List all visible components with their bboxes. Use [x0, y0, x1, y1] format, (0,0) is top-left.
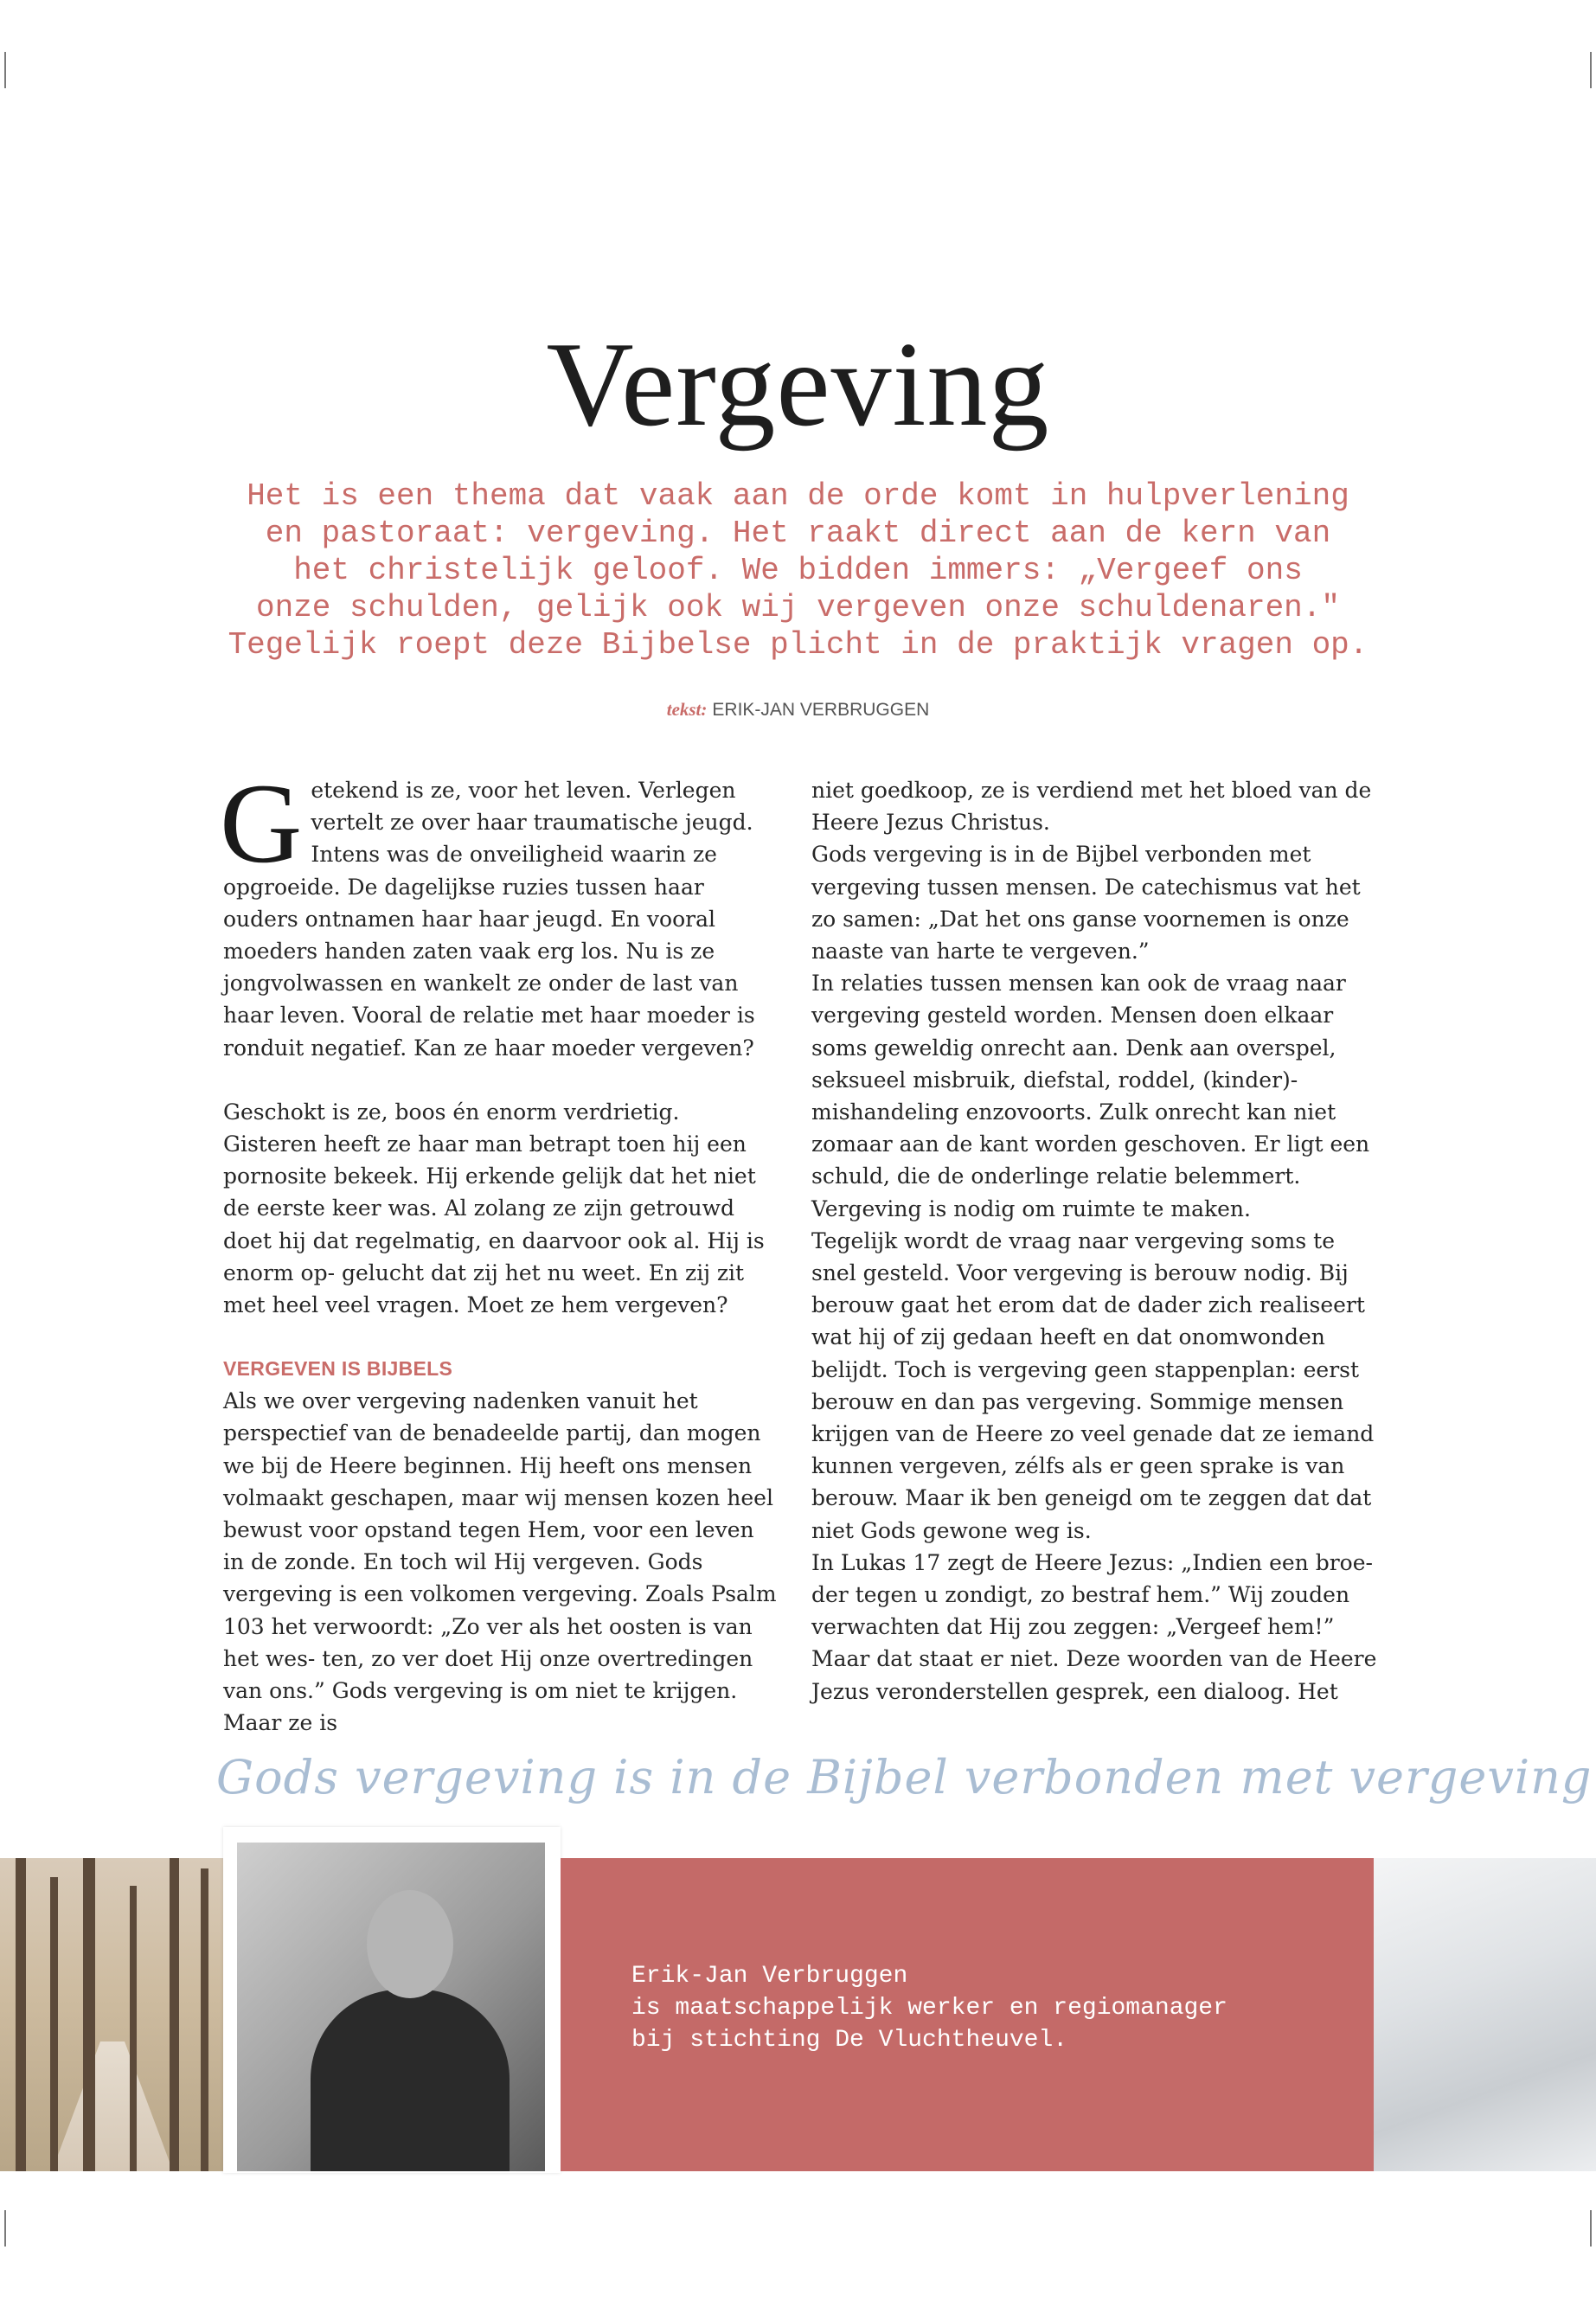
article-paragraph [220, 760, 777, 1064]
drop-cap: G [220, 760, 303, 887]
article-column-right [811, 774, 1382, 1708]
intro-line: onze schulden, gelijk ook wij vergeven onze schuldenaren." [255, 590, 1340, 625]
tree-trunk [170, 1858, 179, 2171]
crop-mark-top-right [1590, 52, 1592, 88]
article-column-left [220, 760, 777, 1739]
tree-trunk [83, 1858, 95, 2171]
crop-mark-bottom-right [1590, 2210, 1592, 2247]
intro-lead [173, 478, 1423, 663]
author-photo [237, 1843, 545, 2171]
intro-line: het christelijk geloof. We bidden immers: „Vergeef ons [293, 553, 1303, 588]
paragraph-text: etekend is ze, voor het leven. Verlegen vertelt ze over haar traumatische jeugd. Intens was de onveiligheid waarin ze opgroeide. De dagelijkse ruzies tussen haar ouders ontnamen haar haar jeugd. En vooral moeders handen zaten vaak erg los. Nu is ze jongvolwassen en wankelt ze onder de last van haar leven. Vooral de relatie met haar moeder is ronduit negatief. Kan ze haar moeder vergeven? [223, 778, 755, 1061]
credit-author: ERIK-JAN VERBRUGGEN [712, 700, 930, 720]
author-bio [631, 1960, 1227, 2056]
author-photo-frame [223, 1827, 561, 2173]
pull-quote: Gods vergeving is in de Bijbel verbonden met vergeving [216, 1750, 1593, 1804]
tree-trunk [16, 1858, 26, 2171]
intro-line: Tegelijk roept deze Bijbelse plicht in de praktijk vragen op. [228, 627, 1368, 663]
bedsheets-image [1374, 1858, 1596, 2171]
crop-mark-bottom-left [4, 2210, 6, 2247]
author-credit [0, 699, 1596, 721]
crop-mark-top-left [4, 52, 6, 88]
page-title: Vergeving [546, 317, 1050, 452]
tree-trunk [201, 1868, 208, 2171]
author-photo-head [367, 1890, 453, 1998]
intro-line: en pastoraat: vergeving. Het raakt direct aan de kern van [265, 516, 1331, 551]
author-photo-body [311, 1990, 510, 2171]
tree-trunk [130, 1886, 137, 2171]
article-paragraph: Tegelijk wordt de vraag naar vergeving soms te snel gesteld. Voor vergeving is berouw nodig. Bij berouw gaat het erom dat de dader zich realiseert wat hij of zij gedaan heeft en dat onomwonden belijdt. Toch is vergeving geen stappenplan: eerst berouw en dan pas vergeving. Sommige mensen krijgen van de Heere zo veel genade dat ze iemand kunnen vergeven, zélfs als er geen sprake is van berouw. Maar ik ben geneigd om te zeggen dat dat niet Gods gewone weg is. [811, 1227, 1375, 1543]
bio-line: is maatschappelijk werker en regiomanager [631, 1995, 1227, 2022]
forest-path [52, 2041, 173, 2171]
intro-line: Het is een thema dat vaak aan de orde komt in hulpverlening [247, 478, 1349, 514]
credit-label: tekst: [666, 699, 708, 720]
article-paragraph: Gods vergeving is in de Bijbel verbonden met vergeving tussen mensen. De catechismus vat het zo samen: „Dat het ons ganse voornemen is onze naaste van harte te vergeven.” [811, 842, 1361, 965]
article-paragraph: Als we over vergeving nadenken vanuit het perspectief van de benadeelde partij, dan mogen we bij de Heere beginnen. Hij heeft ons mensen volmaakt geschapen, maar wij mensen kozen heel bewust voor opstand tegen Hem, voor een leven in de zonde. En toch wil Hij vergeven. Gods vergeving is een volkomen vergeving. Zoals Psalm 103 het verwoordt: „Zo ver als het oosten is van het wes- ten, zo ver doet Hij onze overtredingen van ons.” Gods vergeving is om niet te krijgen. Maar ze is [223, 1388, 777, 1736]
forest-path-image [0, 1858, 223, 2171]
article-paragraph: Geschokt is ze, boos én enorm verdrietig. Gisteren heeft ze haar man betrapt toen hij een pornosite bekeek. Hij erkende gelijk dat het niet de eerste keer was. Al zolang ze zijn getrouwd doet hij dat regelmatig, en daarvoor ook al. Hij is enorm op- gelucht dat zij het nu weet. En zij zit met heel veel vragen. Moet ze hem vergeven? [223, 1099, 765, 1318]
article-paragraph: niet goedkoop, ze is verdiend met het bloed van de Heere Jezus Christus. [811, 778, 1372, 836]
section-heading: VERGEVEN IS BIJBELS [223, 1357, 453, 1381]
bio-line: bij stichting De Vluchtheuvel. [631, 2027, 1068, 2054]
tree-trunk [50, 1877, 58, 2171]
author-bio-box [561, 1858, 1374, 2171]
article-paragraph: In relaties tussen mensen kan ook de vraag naar vergeving gesteld worden. Mensen doen elkaar soms geweldig onrecht aan. Denk aan overspel, seksueel misbruik, diefstal, roddel, (kinder)- mishandeling enzovoorts. Zulk onrecht kan niet zomaar aan de kant worden geschoven. Er ligt een schuld, die de onderlinge relatie belemmert. Vergeving is nodig om ruimte te maken. [811, 971, 1370, 1221]
bio-line: Erik-Jan Verbruggen [631, 1963, 908, 1990]
article-paragraph: In Lukas 17 zegt de Heere Jezus: „Indien een broe- der tegen u zondigt, zo bestraf hem.” Wij zouden verwachten dat Hij zou zeggen: „Vergeef hem!” Maar dat staat er niet. Deze woorden van de Heere Jezus veronderstellen gesprek, een dialoog. Het [811, 1549, 1377, 1704]
